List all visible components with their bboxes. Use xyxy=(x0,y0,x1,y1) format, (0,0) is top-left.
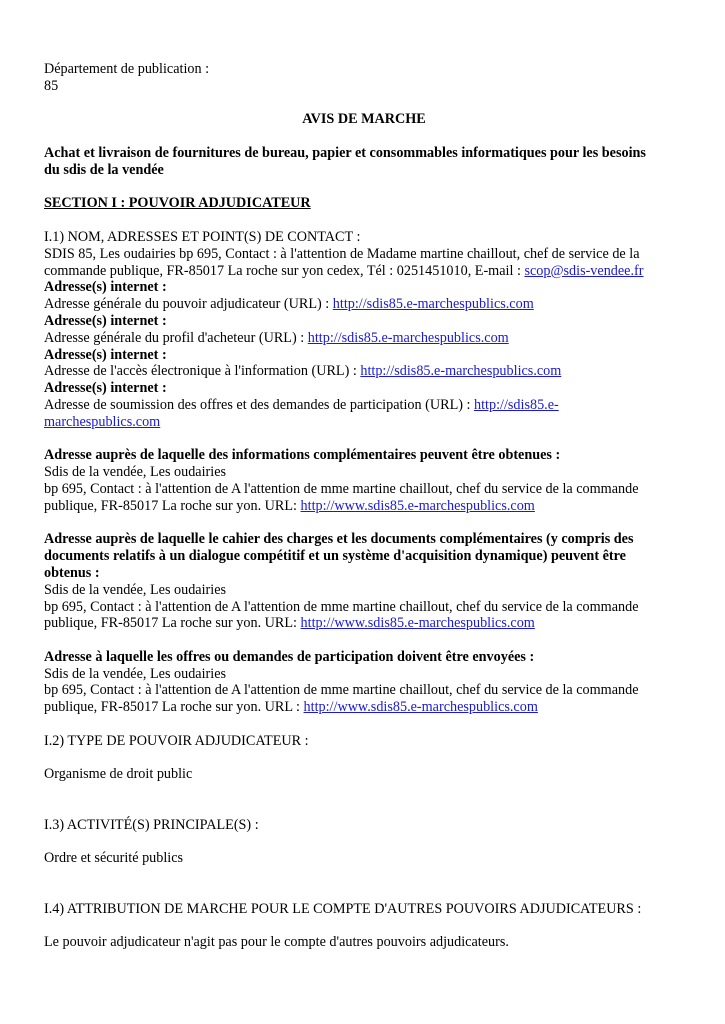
internet-entry-text: Adresse générale du profil d'acheteur (URL) : xyxy=(44,329,308,346)
contact-line1: SDIS 85, Les oudairies bp 695, Contact : à l'attention de Madame martine chaillout, chef de service de la xyxy=(44,245,640,262)
offers-address-line1: Sdis de la vendée, Les oudairies xyxy=(44,665,227,682)
internet-entry-continued xyxy=(44,414,684,431)
internet-url-link[interactable]: http://sdis85.e-marchespublics.com xyxy=(332,296,534,313)
internet-entry-text: Adresse de l'accès électronique à l'information (URL) : xyxy=(44,363,361,380)
document-page xyxy=(44,61,684,951)
contact-line2 xyxy=(44,263,684,280)
docs-address-heading-line2: documents relatifs à un dialogue compétitif et un système d'acquisition dynamique) peuvent être xyxy=(44,548,626,565)
i3-value: Ordre et sécurité publics xyxy=(44,850,184,867)
i4-value: Le pouvoir adjudicateur n'agit pas pour le compte d'autres pouvoirs adjudicateurs. xyxy=(44,934,509,951)
i1-heading: I.1) NOM, ADRESSES ET POINT(S) DE CONTACT : xyxy=(44,228,361,245)
internet-entry xyxy=(44,330,684,347)
internet-label: Adresse(s) internet : xyxy=(44,380,167,397)
info-address-line3-text: publique, FR-85017 La roche sur yon. URL: xyxy=(44,497,301,514)
contact-email-link[interactable]: scop@sdis-vendee.fr xyxy=(524,262,644,279)
internet-label: Adresse(s) internet : xyxy=(44,279,167,296)
contact-line2-text: commande publique, FR-85017 La roche sur yon cedex, Tél : 0251451010, E-mail : xyxy=(44,262,525,279)
internet-label: Adresse(s) internet : xyxy=(44,346,167,363)
internet-url-link[interactable]: http://sdis85.e- xyxy=(474,396,559,413)
internet-entry-text: Adresse de soumission des offres et des demandes de participation (URL) : xyxy=(44,396,474,413)
internet-entry-text: Adresse générale du pouvoir adjudicateur (URL) : xyxy=(44,296,333,313)
i2-value: Organisme de droit public xyxy=(44,766,193,783)
notice-title: AVIS DE MARCHE xyxy=(302,111,426,128)
internet-url-link-continued[interactable]: marchespublics.com xyxy=(44,413,161,430)
offers-address-heading: Adresse à laquelle les offres ou demandes de participation doivent être envoyées : xyxy=(44,648,535,665)
info-address-heading: Adresse auprès de laquelle des informations complémentaires peuvent être obtenues : xyxy=(44,447,561,464)
internet-url-link[interactable]: http://sdis85.e-marchespublics.com xyxy=(360,363,562,380)
docs-address-line3 xyxy=(44,615,684,632)
i4-heading: I.4) ATTRIBUTION DE MARCHE POUR LE COMPTE D'AUTRES POUVOIRS ADJUDICATEURS : xyxy=(44,900,642,917)
contract-object-line2: du sdis de la vendée xyxy=(44,161,164,178)
offers-address-line3 xyxy=(44,699,684,716)
offers-url-link[interactable]: http://www.sdis85.e-marchespublics.com xyxy=(303,699,538,716)
internet-entry xyxy=(44,363,684,380)
internet-label: Adresse(s) internet : xyxy=(44,312,167,329)
docs-address-heading-line1: Adresse auprès de laquelle le cahier des charges et les documents complémentaires (y compris des xyxy=(44,531,634,548)
offers-address-line2: bp 695, Contact : à l'attention de A l'attention de mme martine chaillout, chef du service de la commande xyxy=(44,682,639,699)
info-address-line1: Sdis de la vendée, Les oudairies xyxy=(44,464,227,481)
internet-url-link[interactable]: http://sdis85.e-marchespublics.com xyxy=(307,329,509,346)
docs-address-line1: Sdis de la vendée, Les oudairies xyxy=(44,581,227,598)
offers-address-line3-text: publique, FR-85017 La roche sur yon. URL : xyxy=(44,699,304,716)
info-address-line3 xyxy=(44,498,684,515)
info-address-line2: bp 695, Contact : à l'attention de A l'attention de mme martine chaillout, chef du service de la commande xyxy=(44,480,639,497)
publication-dept-value: 85 xyxy=(44,77,59,94)
docs-address-line2: bp 695, Contact : à l'attention de A l'attention de mme martine chaillout, chef du service de la commande xyxy=(44,598,639,615)
publication-dept-label: Département de publication : xyxy=(44,61,210,77)
info-url-link[interactable]: http://www.sdis85.e-marchespublics.com xyxy=(300,497,535,514)
i3-heading: I.3) ACTIVITÉ(S) PRINCIPALE(S) : xyxy=(44,816,259,833)
i2-heading: I.2) TYPE DE POUVOIR ADJUDICATEUR : xyxy=(44,732,309,749)
internet-entry xyxy=(44,397,684,414)
docs-address-heading-line3: obtenus : xyxy=(44,564,100,581)
docs-address-line3-text: publique, FR-85017 La roche sur yon. URL: xyxy=(44,615,301,632)
docs-url-link[interactable]: http://www.sdis85.e-marchespublics.com xyxy=(300,615,535,632)
internet-entry xyxy=(44,296,684,313)
contract-object-line1: Achat et livraison de fournitures de bureau, papier et consommables informatiques pour les besoins xyxy=(44,144,646,161)
section-heading: SECTION I : POUVOIR ADJUDICATEUR xyxy=(44,195,311,212)
